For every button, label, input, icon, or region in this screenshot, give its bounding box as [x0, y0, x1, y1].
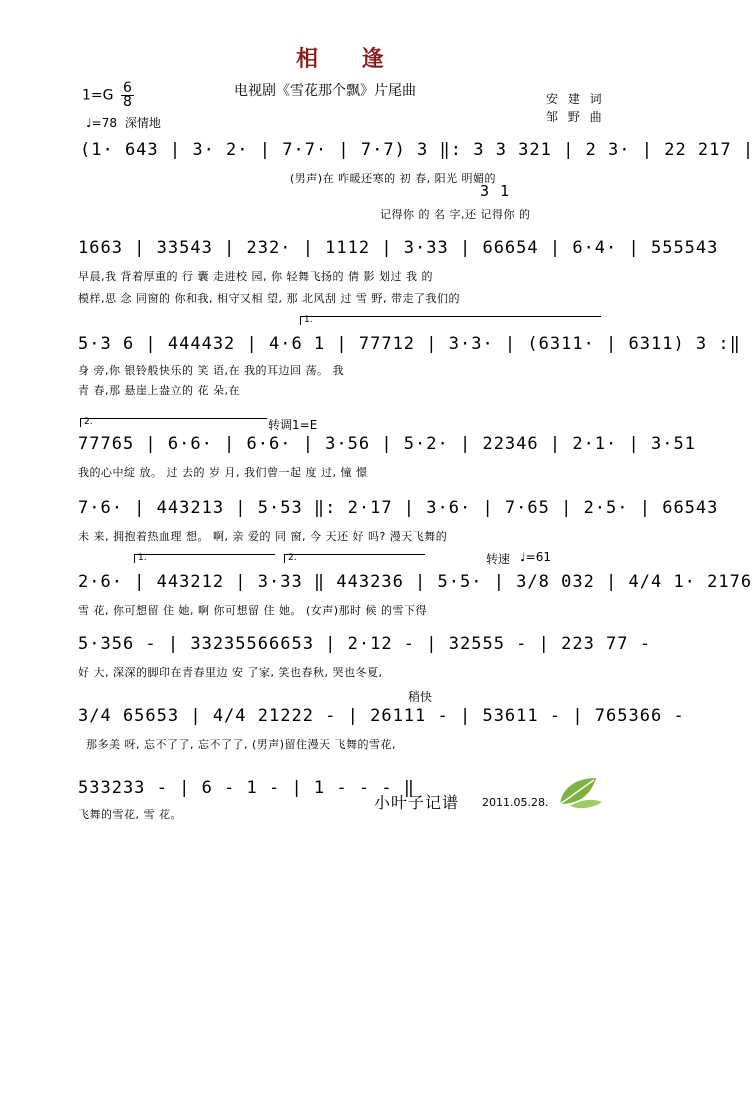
lyrics-row-5: 未 来, 拥抱着热血理 想。 啊, 亲 爱的 同 窗, 今 天还 好 吗? 漫天飞舞的	[78, 530, 448, 543]
lyrics-row-2-verse1: 早晨,我 背着厚重的 行 囊 走进校 园, 你 轻舞飞扬的 倩 影 划过 我 的	[78, 270, 433, 283]
lyrics-row-2-verse2: 模样,思 念 同窗的 你和我, 相守又相 望, 那 北风刮 过 雪 野, 带走了我们的	[78, 292, 460, 305]
composer-credit: 邹 野 曲	[546, 110, 605, 124]
tempo-marking-faster: 稍快	[408, 690, 433, 704]
notation-row-9: 533233 - | 6 - 1 - | 1 - - - ‖	[78, 778, 416, 798]
transcription-date: 2011.05.28.	[482, 796, 549, 809]
lyrics-row-8: 那多美 呀, 忘不了了, 忘不了了, (男声)留住漫天 飞舞的雪花,	[86, 738, 397, 751]
lyrics-row-3-verse1: 身 旁,你 银铃般快乐的 笑 语,在 我的耳边回 荡。 我	[78, 364, 344, 377]
notation-row-3: 5·3 6 | 444432 | 4·6 1 | 77712 | 3·3· | (6311· | 6311) 3 :‖	[78, 334, 741, 354]
lyrics-row-7: 好 大, 深深的脚印在青春里边 安 了家, 笑也春秋, 哭也冬夏,	[78, 666, 383, 679]
notation-row-7: 5·356 - | 33235566653 | 2·12 - | 32555 - | 223 77 -	[78, 634, 651, 654]
volta-bracket-1	[300, 316, 601, 325]
tempo-marking	[86, 114, 161, 131]
volta-bracket-row6-2	[284, 554, 425, 563]
volta-row6-2-label: 2.	[288, 553, 297, 563]
lyrics-row-6: 雪 花, 你可想留 住 她, 啊 你可想留 住 她。 (女声)那时 候 的雪下得	[78, 604, 428, 617]
key-signature	[82, 82, 134, 109]
transcriber-signature: 小叶子记谱	[374, 793, 460, 812]
subtitle: 电视剧《雪花那个飘》片尾曲	[234, 83, 416, 99]
notation-row-6: 2·6· | 443212 | 3·33 ‖ 443236 | 5·5· | 3/8 032 | 4/4 1· 2176	[78, 572, 753, 592]
key-label: 1=G	[82, 87, 114, 104]
volta-2-label: 2.	[84, 417, 93, 427]
lyrics-row-1: (男声)在 咋暖还寒的 初 春, 阳光 明媚的	[290, 172, 497, 185]
lyrics-row-9: 飞舞的雪花, 雪 花。	[78, 808, 182, 821]
page-title: 相 逢	[296, 46, 402, 72]
notation-row-8: 3/4 65653 | 4/4 21222 - | 26111 - | 53611 - | 765366 -	[78, 706, 685, 726]
tempo-change-label: 转速	[486, 552, 511, 566]
volta-1-label: 1.	[304, 315, 313, 325]
lyrics-row-3-verse2: 青 春,那 悬崖上盎立的 花 朵,在	[78, 384, 240, 397]
volta-bracket-row6-1	[134, 554, 275, 563]
notation-row-4: 77765 | 6·6· | 6·6· | 3·56 | 5·2· | 22346 | 2·1· | 3·51	[78, 434, 696, 454]
volta-bracket-2	[80, 418, 267, 427]
lyricist-credit: 安 建 词	[546, 92, 605, 106]
notation-row-2: 1663 | 33543 | 232· | 1112 | 3·33 | 66654 | 6·4· | 555543	[78, 238, 719, 258]
tempo-change-value: ♩=61	[520, 550, 551, 564]
lyrics-row-4: 我的心中绽 放。 过 去的 岁 月, 我们曾一起 度 过, 憧 憬	[78, 466, 368, 479]
notation-row-1-extra: 3 1	[480, 182, 511, 200]
tempo-note: ♩=78	[86, 116, 117, 130]
leaf-icon	[556, 774, 604, 814]
tempo-expression: 深情地	[124, 116, 161, 130]
modulation-marking: 转调1=E	[268, 418, 318, 432]
time-numerator: 6	[122, 80, 132, 96]
notation-row-1: (1· 643 | 3· 2· | 7·7· | 7·7) 3 ‖: 3 3 321 | 2 3· | 22 217 |	[80, 140, 754, 160]
notation-row-5: 7·6· | 443213 | 5·53 ‖: 2·17 | 3·6· | 7·65 | 2·5· | 66543	[78, 498, 719, 518]
time-denominator: 8	[122, 94, 132, 110]
lyrics-row-1-verse2: 记得你 的 名 字,还 记得你 的	[380, 208, 531, 221]
volta-row6-1-label: 1.	[138, 553, 147, 563]
